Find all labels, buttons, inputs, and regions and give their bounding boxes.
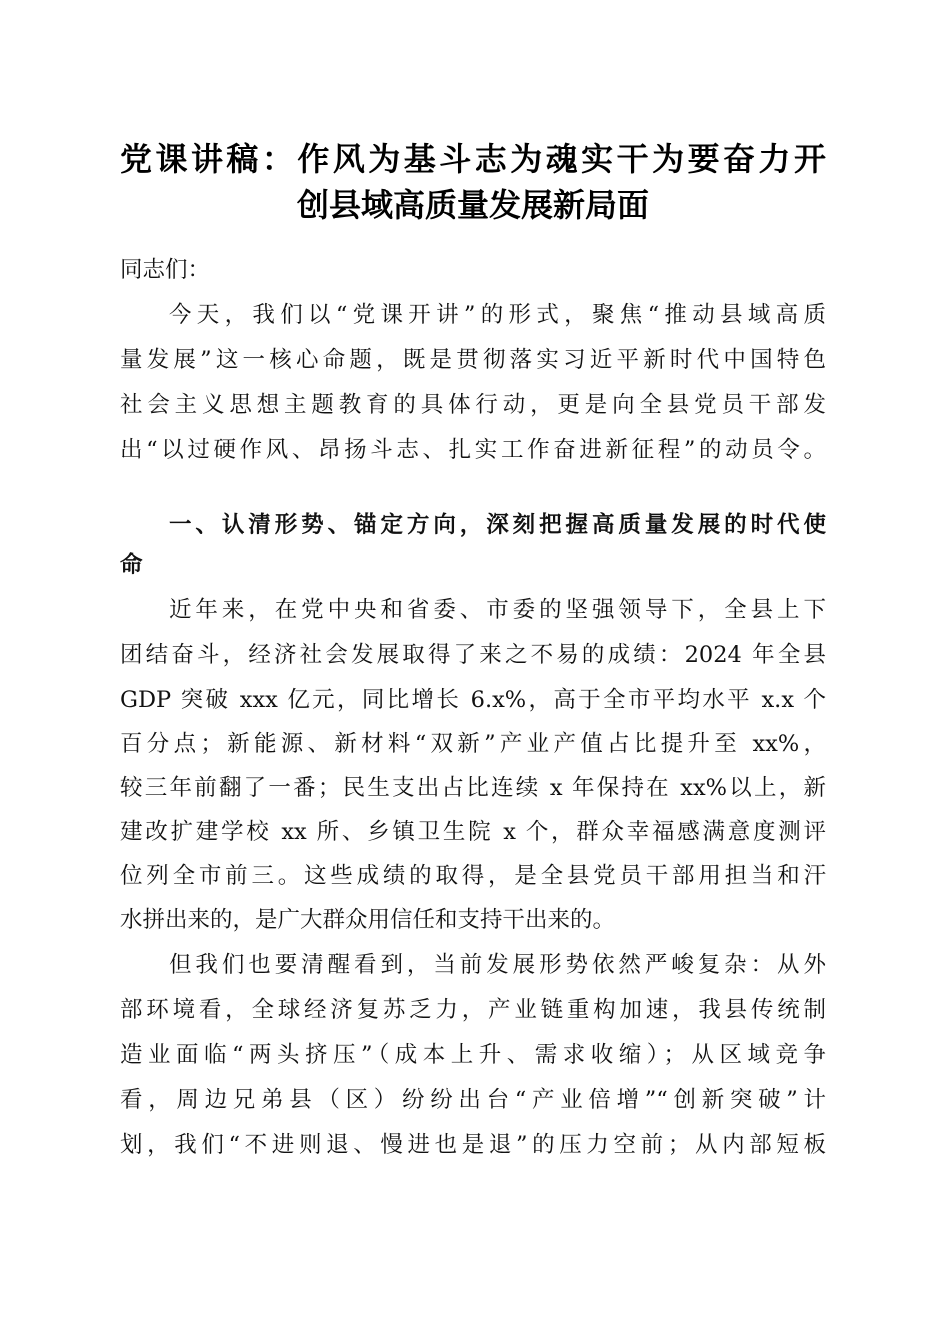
paragraph-2-line: 团结奋斗，经济社会发展取得了来之不易的成绩：2024 年全县 — [120, 642, 826, 668]
document-title-line-2: 创县域高质量发展新局面 — [296, 186, 649, 224]
paragraph-2-line: 百分点；新能源、新材料“双新”产业产值占比提升至 xx%， — [120, 731, 826, 757]
paragraph-2-line: 较三年前翻了一番；民生支出占比连续 x 年保持在 xx%以上，新 — [120, 775, 826, 801]
section-heading-line: 一、认清形势、锚定方向，深刻把握高质量发展的时代使 — [169, 512, 826, 538]
paragraph-3-line: 但我们也要清醒看到，当前发展形势依然严峻复杂：从外 — [169, 952, 826, 978]
paragraph-1-line: 量发展”这一核心命题，既是贯彻落实习近平新时代中国特色 — [120, 347, 826, 373]
paragraph-1-line: 今天，我们以“党课开讲”的形式，聚焦“推动县域高质 — [169, 302, 826, 328]
salutation: 同志们： — [120, 257, 211, 283]
paragraph-2-line: 建改扩建学校 xx 所、乡镇卫生院 x 个，群众幸福感满意度测评 — [120, 819, 826, 845]
paragraph-1-line: 社会主义思想主题教育的具体行动，更是向全县党员干部发 — [120, 392, 826, 418]
paragraph-2-line: 水拼出来的，是广大群众用信任和支持干出来的。 — [120, 907, 616, 933]
document-title-line-1: 党课讲稿：作风为基斗志为魂实干为要奋力开 — [120, 140, 826, 178]
paragraph-3-line: 划，我们“不进则退、慢进也是退”的压力空前；从内部短板 — [120, 1132, 826, 1158]
section-heading-line: 命 — [120, 552, 143, 578]
paragraph-2-line: GDP 突破 xxx 亿元，同比增长 6.x%，高于全市平均水平 x.x 个 — [120, 687, 826, 713]
paragraph-1-line: 出“以过硬作风、昂扬斗志、扎实工作奋进新征程”的动员令。 — [120, 437, 826, 463]
paragraph-2-line: 位列全市前三。这些成绩的取得，是全县党员干部用担当和汗 — [120, 863, 826, 889]
paragraph-3-line: 部环境看，全球经济复苏乏力，产业链重构加速，我县传统制 — [120, 997, 826, 1023]
paragraph-3-line: 看，周边兄弟县（区）纷纷出台“产业倍增”“创新突破”计 — [120, 1087, 826, 1113]
paragraph-2-line: 近年来，在党中央和省委、市委的坚强领导下，全县上下 — [169, 597, 826, 623]
paragraph-3-line: 造业面临“两头挤压”（成本上升、需求收缩）；从区域竞争 — [120, 1042, 826, 1068]
